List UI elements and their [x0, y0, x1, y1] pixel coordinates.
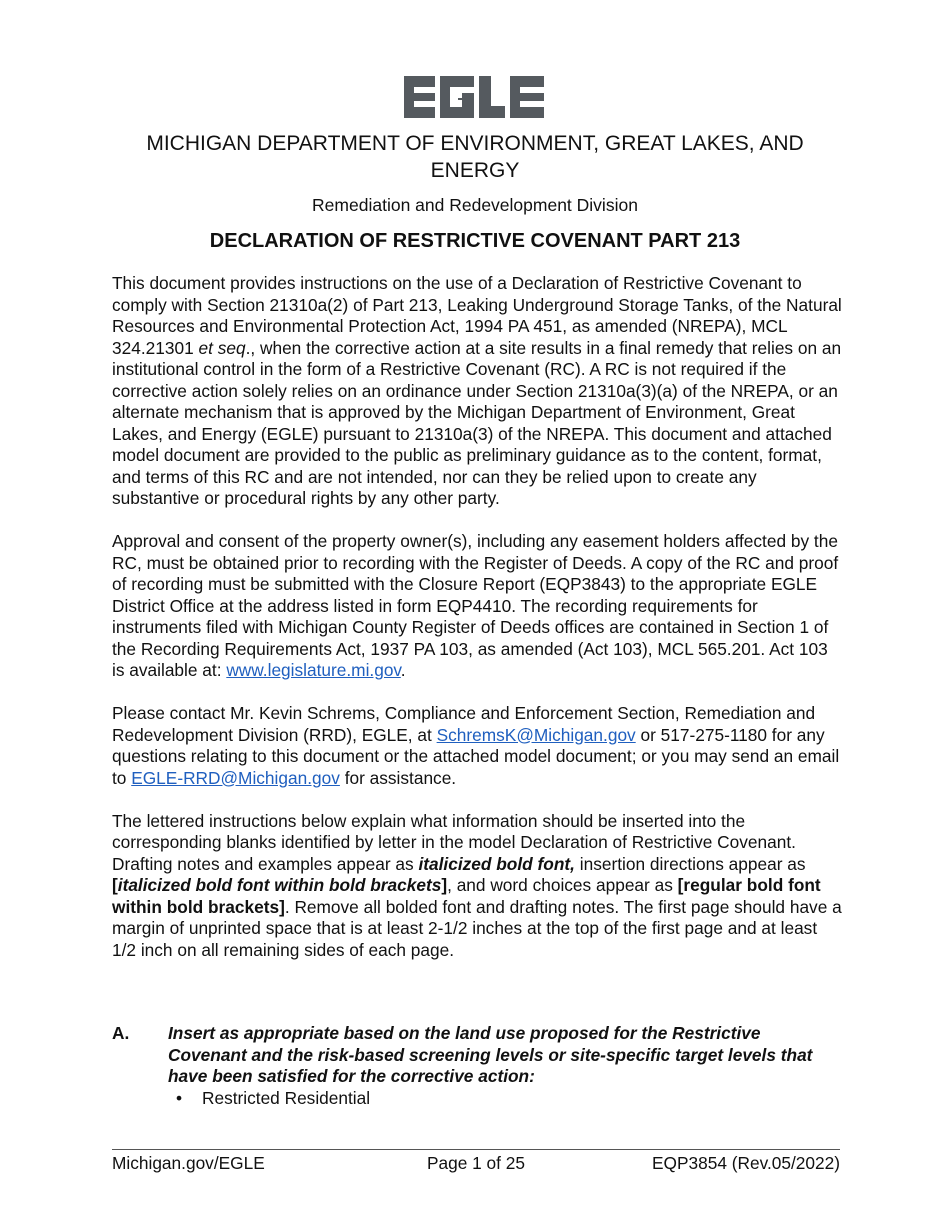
bold-text: [regular bold font within bold brackets] — [112, 875, 821, 917]
text-run: . — [400, 660, 406, 680]
paragraph-approval — [112, 531, 842, 682]
footer-page-number: Page 1 of 25 — [426, 1153, 525, 1173]
egle-logo-graphic — [404, 74, 546, 120]
egle-logo — [0, 74, 950, 125]
item-bullet-list — [112, 1088, 842, 1110]
text-run: Approval and consent of the property owner(s), including any easement holders affected by the RC, must be obtained prior to recording with the Register of Deeds. A copy of the RC and proof of recording must be submitted with the Closure Report (EQP3843) to the appropriate EGLE District Office at the address listed in form EQP4410. The recording requirements for instruments filed with Michigan County Register of Deeds offices are contained in Section 1 of the Recording Requirements Act, 1937 PA 103, as amended (Act 103), MCL 565.201. Act 103 is available at: — [112, 531, 839, 680]
bold-bracket: ] — [441, 875, 448, 895]
paragraph-instructions — [112, 811, 842, 962]
legislature-link[interactable]: www.legislature.mi.gov — [226, 660, 401, 680]
footer-form-number: EQP3854 (Rev.05/2022) — [652, 1153, 840, 1173]
text-run: , and word choices appear as — [447, 875, 678, 895]
item-text: Insert as appropriate based on the land use proposed for the Restrictive Covenant and the risk-based screening levels or site-specific target levels that have been satisfied for the corrective action: — [168, 1023, 813, 1086]
bold-italic-text: italicized bold font within bold brackets — [117, 875, 442, 895]
rrd-email-link[interactable]: EGLE-RRD@Michigan.gov — [131, 767, 340, 788]
department-name: MICHIGAN DEPARTMENT OF ENVIRONMENT, GREAT LAKES, AND ENERGY — [146, 132, 804, 182]
paragraph-intro — [112, 273, 842, 510]
text-run: This document provides instructions on the use of a Declaration of Restrictive Covenant to comply with Section 21310a(2) of Part 213, Leaking Underground Storage Tanks, of the Natural Resources and Environmental Protection Act, 1994 PA 451, as amended (NREPA), MCL 324.21301 — [112, 273, 842, 358]
document-body — [112, 273, 842, 983]
document-title: DECLARATION OF RESTRICTIVE COVENANT PART 213 — [209, 230, 741, 252]
text-run: The lettered instructions below explain what information should be inserted into the corresponding blanks identified by letter in the model Declaration of Restrictive Covenant. Drafting notes and examples appear as — [112, 810, 796, 874]
text-run: . Remove all bolded font and drafting notes. The first page should have a margin of unprinted space that is at least 2-1/2 inches at the top of the first page and at least 1/2 inch on all remaining sides of each page. — [112, 896, 842, 960]
text-run: insertion directions appear as — [574, 853, 806, 874]
item-letter: A. — [112, 1023, 130, 1043]
text-run: ., when the corrective action at a site results in a final remedy that relies on an institutional control in the form of a Restrictive Covenant (RC). A RC is not required if the corrective action solely relies on an ordinance under Section 21310a(3)(a) of the NREPA, or an alternate mechanism that is approved by the Michigan Department of Environment, Great Lakes, and Energy (EGLE) pursuant to 21310a(3) of the NREPA. This document and attached model document are provided to the public as preliminary guidance as to the content, format, and terms of this RC and are not intended, nor can they be relied upon to create any substantive or procedural rights by any other party. — [112, 337, 842, 508]
list-item: • Restricted Residential — [202, 1088, 842, 1110]
italic-text: et seq — [198, 337, 246, 358]
division-name: Remediation and Redevelopment Division — [312, 195, 638, 215]
paragraph-contact — [112, 703, 842, 789]
bold-italic-text: italicized bold font, — [418, 853, 575, 874]
footer-divider — [112, 1149, 840, 1150]
text-run: Please contact Mr. Kevin Schrems, Compliance and Enforcement Section, Remediation and Redevelopment Division (RRD), EGLE, at — [112, 703, 816, 745]
instruction-item-a — [112, 1023, 842, 1109]
schrems-email-link[interactable]: SchremsK@Michigan.gov — [436, 724, 636, 745]
text-run: for assistance. — [339, 767, 457, 788]
text-run: or 517-275-1180 for any questions relating to this document or the attached model document; or you may send an email to — [112, 724, 840, 788]
footer-website: Michigan.gov/EGLE — [112, 1153, 265, 1173]
bold-bracket: [ — [112, 875, 118, 895]
